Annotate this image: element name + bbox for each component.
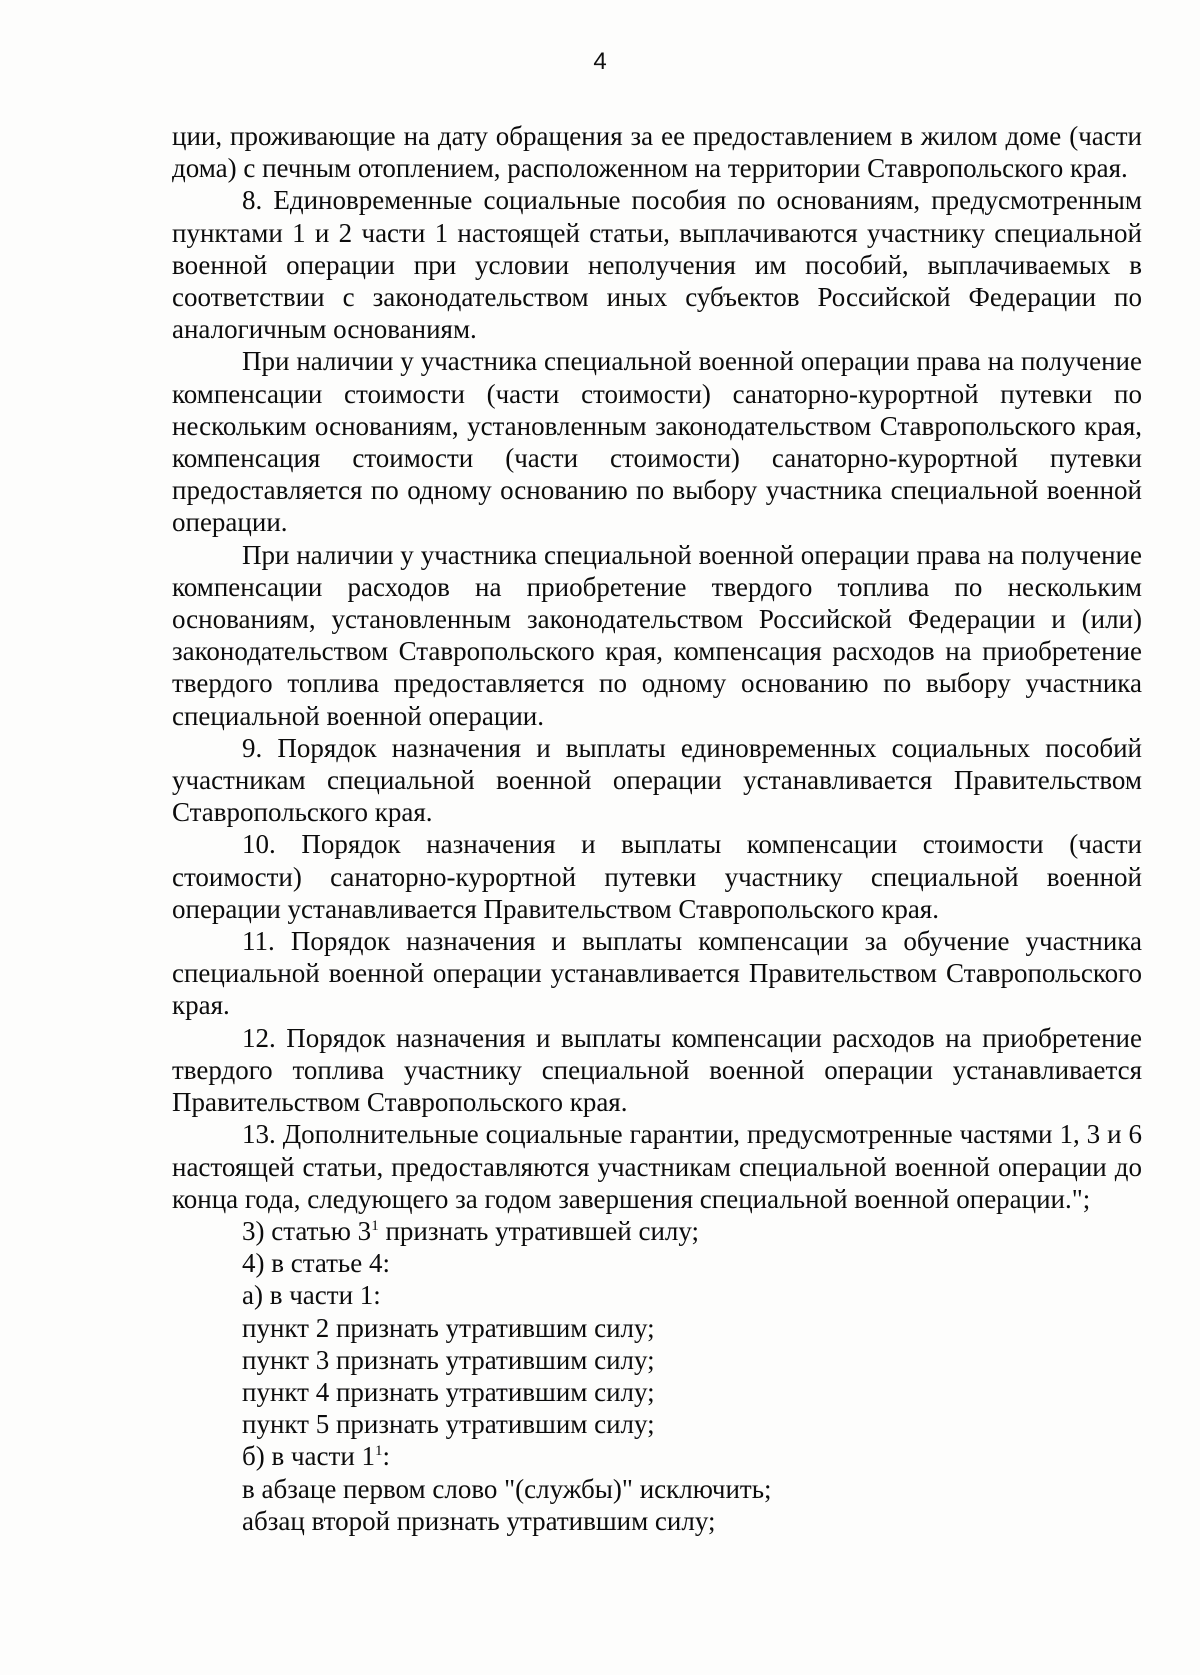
- paragraph-sanatorium-compensation: При наличии у участника специальной военной операции права на получение компенсации стоимости (части стоимости) санаторно-курортной путевки по нескольким основаниям, установленным законодательством Ставропольского края, компенсация стоимости (части стоимости) санаторно-курортной путевки предоставляется по одному основанию по выбору участника специальной военной операции.: [172, 346, 1142, 538]
- paragraph-12: 12. Порядок назначения и выплаты компенсации расходов на приобретение твердого топлива участнику специальной военной операции устанавливается Правительством Ставропольского края.: [172, 1022, 1142, 1118]
- paragraph-continuation: ции, проживающие на дату обращения за ее предоставлением в жилом доме (части дома) с печным отоплением, расположенном на территории Ставропольского края.: [172, 121, 1142, 184]
- paragraph-fuel-compensation: При наличии у участника специальной военной операции права на получение компенсации расходов на приобретение твердого топлива по нескольким основаниям, установленным законодательством Российской Федерации и (или) законодательством Ставропольского края, компенсация расходов на приобретение твердого топлива предоставляется по одному основанию по выбору участника специальной военной операции.: [172, 539, 1142, 731]
- superscript: 1: [371, 1217, 379, 1234]
- item-point-2: пункт 2 признать утратившим силу;: [242, 1312, 655, 1343]
- paragraph-10: 10. Порядок назначения и выплаты компенсации стоимости (части стоимости) санаторно-курортной путевки участнику специальной военной операции устанавливается Правительством Ставропольского края.: [172, 829, 1142, 924]
- paragraph-8: 8. Единовременные социальные пособия по основаниям, предусмотренным пунктами 1 и 2 части 1 настоящей статьи, выплачиваются участнику специальной военной операции при условии неполучения им пособий, выплачиваемых в соответствии с законодательством иных субъектов Российской Федерации по аналогичным основаниям.: [172, 185, 1142, 345]
- item-point-5: пункт 5 признать утратившим силу;: [242, 1409, 655, 1440]
- document-body: [172, 120, 1142, 1537]
- item-4b: б) в части $1^1$:: [242, 1441, 391, 1472]
- superscript: 1: [375, 1443, 383, 1460]
- item-point-3: пункт 3 признать утратившим силу;: [242, 1344, 655, 1375]
- paragraph-11: 11. Порядок назначения и выплаты компенсации за обучение участника специальной военной операции устанавливается Правительством Ставропольского края.: [172, 926, 1142, 1021]
- page-number: 4: [593, 48, 607, 75]
- item-3: 3) статью $3^1$ признать утратившей силу;: [242, 1215, 700, 1246]
- item-abzac-1: в абзаце первом слово "(службы)" исключить;: [242, 1473, 772, 1504]
- paragraph-13: 13. Дополнительные социальные гарантии, предусмотренные частями 1, 3 и 6 настоящей статьи, предоставляются участникам специальной военной операции до конца года, следующего за годом завершения специальной военной операции.";: [172, 1119, 1142, 1214]
- item-point-4: пункт 4 признать утратившим силу;: [242, 1376, 655, 1407]
- item-4: 4) в статье 4:: [242, 1248, 390, 1279]
- paragraph-9: 9. Порядок назначения и выплаты единовременных социальных пособий участникам специальной военной операции устанавливается Правительством Ставропольского края.: [172, 732, 1142, 828]
- item-4a: а) в части 1:: [242, 1280, 381, 1311]
- item-abzac-2: абзац второй признать утратившим силу;: [242, 1505, 716, 1536]
